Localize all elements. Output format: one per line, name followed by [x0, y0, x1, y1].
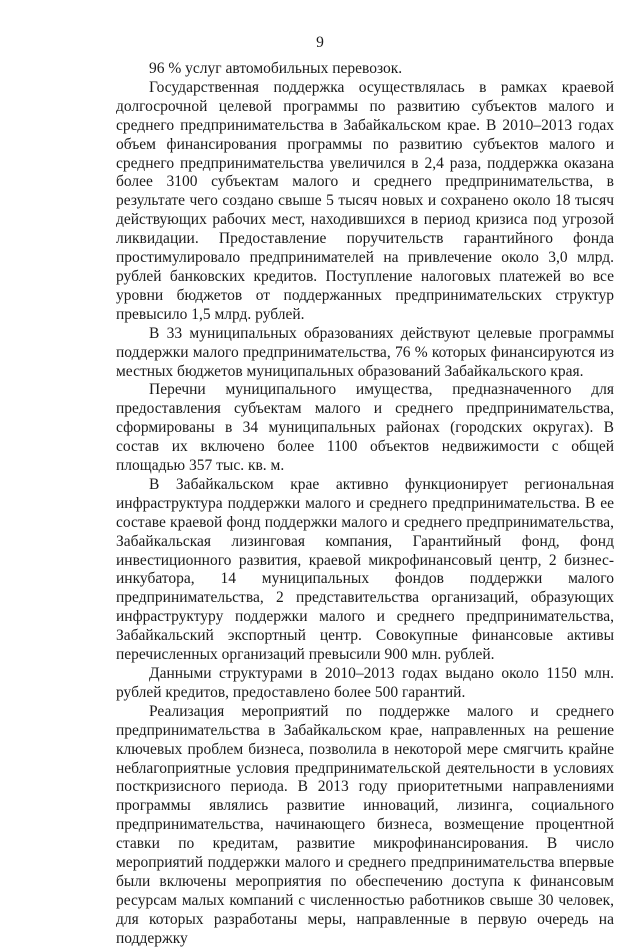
paragraph-6: Данными структурами в 2010–2013 годах выдано около 1150 млн. рублей кредитов, предоставлено более 500 гарантий.: [116, 665, 614, 701]
paragraph-4: Перечни муниципального имущества, предназначенного для предоставления субъектам малого и среднего предпринимательства, сформированы в 34 муниципальных районах (городских округах). В состав их включено более 1100 объектов недвижимости с общей площадью 357 тыс. кв. м.: [116, 381, 614, 475]
page-number: 9: [316, 34, 324, 51]
paragraph-3: В 33 муниципальных образованиях действуют целевые программы поддержки малого предпринимательства, 76 % которых финансируются из местных бюджетов муниципальных образований Забайкальского края.: [116, 324, 614, 380]
paragraph-7: Реализация мероприятий по поддержке малого и среднего предпринимательства в Забайкальском крае, направленных на решение ключевых проблем бизнеса, позволила в некоторой мере смягчить крайне неблагоприятные условия предпринимательской деятельности в условиях посткризисного периода. В 2013 году приоритетными направлениями программы являлись развитие инноваций, лизинга, социального предпринимательства, начинающего бизнеса, возмещение процентной ставки по кредитам, развитие микрофинансирования. В число мероприятий поддержки малого и среднего предпринимательства впервые были включены мероприятия по обеспечению доступа к финансовым ресурсам малых компаний с численностью работников свыше 30 человек, для которых разработаны меры, направленные в первую очередь на поддержку: [116, 702, 614, 947]
paragraph-2: Государственная поддержка осуществлялась в рамках краевой долгосрочной целевой программы по развитию субъектов малого и среднего предпринимательства в Забайкальском крае. В 2010–2013 годах объем финансирования программы по развитию субъектов малого и среднего предпринимательства увеличился в 2,4 раза, поддержка оказана более 3100 субъектам малого и среднего предпринимательства, в результате чего создано свыше 5 тысяч новых и сохранено около 18 тысяч действующих рабочих мест, находившихся в период кризиса под угрозой ликвидации. Предоставление поручительств гарантийного фонда простимулировало предпринимателей на привлечение около 3,0 млрд. рублей банковских кредитов. Поступление налоговых платежей во все уровни бюджетов от поддержанных предпринимательских структур превысило 1,5 млрд. рублей.: [116, 78, 614, 323]
body-text: [116, 60, 614, 949]
paragraph-5: В Забайкальском крае активно функционирует региональная инфраструктура поддержки малого и среднего предпринимательства. В ее составе краевой фонд поддержки малого и среднего предпринимательства, Забайкальская лизинговая компания, Гарантийный фонд, фонд инвестиционного развития, краевой микрофинансовый центр, 2 бизнес-инкубатора, 14 муниципальных фондов поддержки малого предпринимательства, 2 представительства организаций, образующих инфраструктуру поддержки малого и среднего предпринимательства, Забайкальский экспортный центр. Совокупные финансовые активы перечисленных организаций превысили 900 млн. рублей.: [116, 475, 614, 664]
paragraph-1: 96 % услуг автомобильных перевозок.: [149, 60, 403, 77]
